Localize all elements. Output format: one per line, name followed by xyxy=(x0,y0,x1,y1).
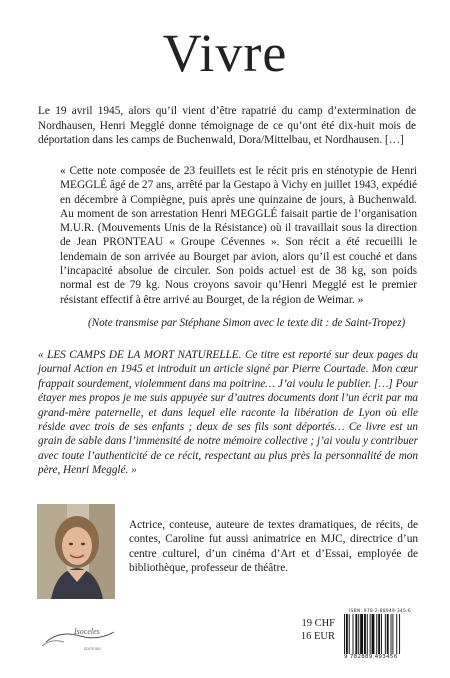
barcode-bar xyxy=(358,614,359,654)
barcode-bar xyxy=(353,614,354,654)
barcode-bar xyxy=(378,614,380,654)
stenotype-quote: « Cette note composée de 23 feuillets est le récit pris en sténotypie de Henri MEGGLÉ âgé de 27 ans, arrêté par la Gestapo à Vichy en juillet 1943, expédié en décembre à Compiègne, puis après une quinzaine de jours, à Buchenwald. Au moment de son arrestation Henri MEGGLÉ faisait partie de l’organisation M.U.R. (Mouvements Unis de la Résistance) où il travaillait sous la direction de Jean PRONTEAU « Groupe Cévennes ». Son récit a été recueilli le lendemain de son arrivée au Bourget par avion, alors qu’il est couché et dans l’incapacité absolue de circuler. Son poids actuel est de 38 kg, son poids normal est de 79 kg. Nous croyons savoir qu’Henri Megglé est le premier résistant effectif à être arrivé au Bourget, de la région de Weimar. » xyxy=(60,165,417,306)
barcode-bar xyxy=(396,614,397,654)
intro-paragraph: Le 19 avril 1945, alors qu’il vient d’être rapatrié du camp d’extermination de Nordhausen, Henri Megglé donne témoignage de ce qu’ont été dix-huit mois de déportation dans les camps de Buchenwald, Dora/Mittelbau, et Nordhausen. […] xyxy=(38,105,416,146)
barcode-bar xyxy=(349,614,350,654)
barcode-bar xyxy=(360,614,363,654)
price-eur: 16 EUR xyxy=(300,631,335,642)
publisher-logo-sub: ÉDITIONS xyxy=(84,647,101,651)
publisher-logo xyxy=(40,624,120,654)
barcode-bar xyxy=(392,614,393,654)
author-bio: Actrice, conteuse, auteure de textes dramatiques, de récits, de contes, Caroline fut aussi animatrice en MJC, directrice d’un centre culturel, d’un cinéma d’Art et d’Essai, employée de bibliothèque, professeur de théâtre. xyxy=(129,519,418,575)
author-portrait xyxy=(37,504,115,599)
barcode-bar xyxy=(381,614,382,654)
barcode-bar xyxy=(399,614,400,654)
barcode-bar xyxy=(367,614,368,654)
barcode-bar xyxy=(391,614,392,654)
isbn-label: ISBN: 978-2-88949-345-6 xyxy=(349,609,411,614)
barcode-bar xyxy=(355,614,357,654)
publisher-logo-text: Isoceles xyxy=(74,627,100,636)
author-statement: « LES CAMPS DE LA MORT NATURELLE. Ce titre est reporté sur deux pages du journal Action en 1945 et introduit un article signé par Pierre Courtade. Mon cœur frappait sourdement, violemment dans ma poitrine… J’ai voulu le publier. […] Pour étayer mes propos je me suis appuyée sur d’autres documents dont l’un écrit par ma grand-mère paternelle, et dans lequel elle raconte la libération de Lyon où elle réside avec trois de ses enfants ; deux de ses fils sont déportés… Ce livre est un grain de sable dans l’immensité de notre mémoire collective ; j’ai voulu y contribuer avec toute l’authenticité de ce récit, respectant au plus près la personnalité de mon père, Henri Megglé. » xyxy=(38,349,418,477)
barcode-bar xyxy=(385,614,386,654)
price-chf: 19 CHF xyxy=(301,618,335,629)
isbn-barcode xyxy=(344,614,420,654)
barcode-bar xyxy=(370,614,371,654)
barcode-bar xyxy=(387,614,389,654)
quote-attribution-note: (Note transmise par Stéphane Simon avec le texte dit : de Saint-Tropez) xyxy=(88,317,406,329)
author-photo-illustration xyxy=(37,504,115,599)
barcode-bar xyxy=(372,614,375,654)
barcode-bar xyxy=(376,614,377,654)
price-block xyxy=(295,617,335,643)
book-title: Vivre xyxy=(162,23,288,83)
barcode-bar xyxy=(346,614,348,654)
isbn-digits: 9 782889 493456 xyxy=(344,654,398,660)
barcode-bar xyxy=(364,614,366,654)
barcode-bar xyxy=(344,614,345,654)
